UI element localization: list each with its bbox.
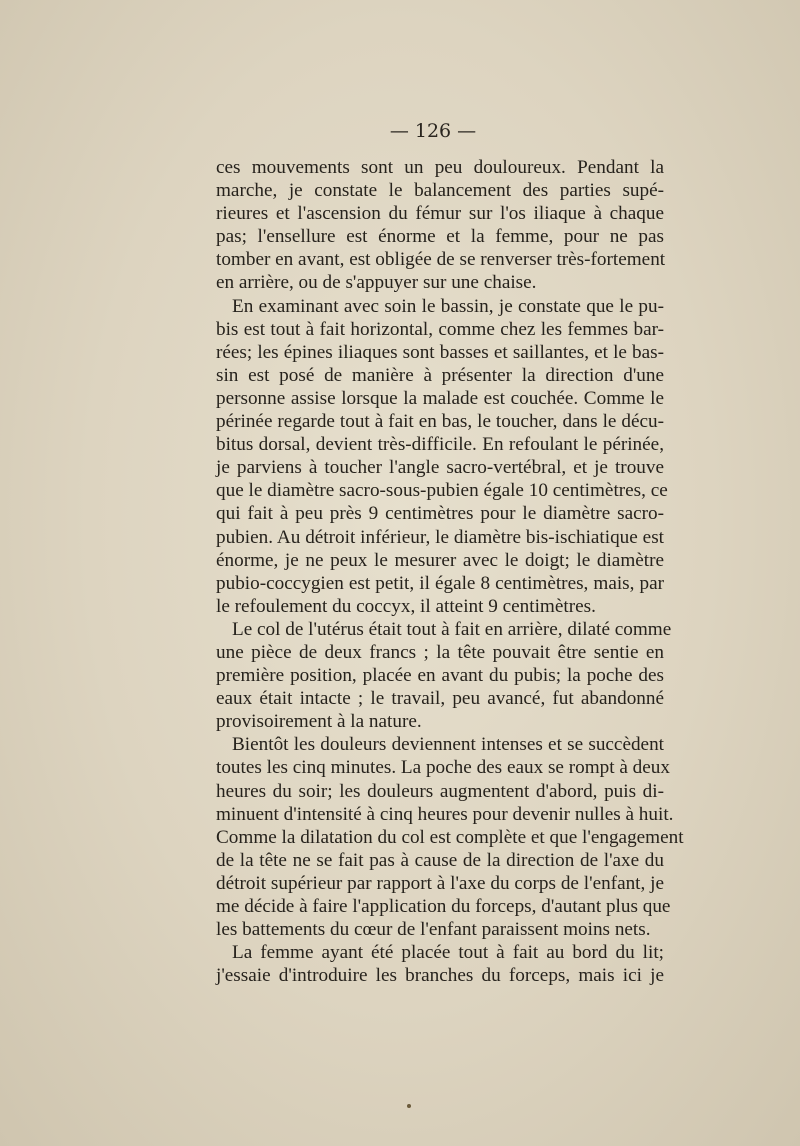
ink-dot [407,1104,411,1108]
page-number: — 126 — [389,120,477,142]
text-line: personne assise lorsque la malade est couchée. Comme le [216,387,664,409]
text-line: provisoirement à la nature. [216,711,422,733]
text-line: de la tête ne se fait pas à cause de la direction de l'axe du [216,849,664,871]
text-line: me décide à faire l'application du forceps, d'autant plus que [216,896,671,917]
text-line: les battements du cœur de l'enfant paraissent moins nets. [216,919,651,941]
text-line: en arrière, ou de s'appuyer sur une chaise. [216,272,537,294]
text-line: minuent d'intensité à cinq heures pour devenir nulles à huit. [216,803,674,825]
text-line: pubien. Au détroit inférieur, le diamètre bis-ischiatique est [216,526,664,548]
text-line: j'essaie d'introduire les branches du forceps, mais ici je [216,965,664,987]
text-line: eaux était intacte ; le travail, peu avancé, fut abandonné [216,688,664,710]
text-line: bis est tout à fait horizontal, comme chez les femmes bar- [216,318,664,340]
text-line: rées; les épines iliaques sont basses et saillantes, et le bas- [216,341,664,363]
text-line: ces mouvements sont un peu douloureux. Pendant la [216,157,664,178]
text-line: tomber en avant, est obligée de se renverser très-fortement [216,249,666,271]
text-line: rieures et l'ascension du fémur sur l'os iliaque à chaque [216,203,664,225]
text-line: une pièce de deux francs ; la tête pouvait être sentie en [216,641,664,663]
text-line: pas; l'ensellure est énorme et la femme, pour ne pas [216,226,664,248]
text-line: périnée regarde tout à fait en bas, le toucher, dans le décu- [216,411,664,433]
text-line: je parviens à toucher l'angle sacro-vertébral, et je trouve [216,457,664,479]
text-line: Comme la dilatation du col est complète et que l'engagement [216,826,684,848]
text-line: toutes les cinq minutes. La poche des eaux se rompt à deux [216,757,670,779]
text-line: heures du soir; les douleurs augmentent d'abord, puis di- [216,780,664,802]
text-line: première position, placée en avant du pubis; la poche des [216,665,664,687]
body-text [216,156,684,987]
text-line: bitus dorsal, devient très-difficile. En refoulant le périnée, [216,434,664,456]
text-line: sin est posé de manière à présenter la direction d'une [216,364,664,386]
text-line: Bientôt les douleurs deviennent intenses et se succèdent [232,734,664,756]
text-line: énorme, je ne peux le mesurer avec le doigt; le diamètre [216,549,664,571]
text-line: marche, je constate le balancement des parties supé- [216,180,664,202]
text-line: En examinant avec soin le bassin, je constate que le pu- [232,295,664,317]
text-line: Le col de l'utérus était tout à fait en arrière, dilaté comme [232,618,672,640]
text-line: que le diamètre sacro-sous-pubien égale 10 centimètres, ce [216,480,668,502]
text-line: pubio-coccygien est petit, il égale 8 centimètres, mais, par [216,572,664,594]
text-line: qui fait à peu près 9 centimètres pour le diamètre sacro- [216,503,664,525]
text-line: détroit supérieur par rapport à l'axe du corps de l'enfant, je [216,872,664,894]
text-line: La femme ayant été placée tout à fait au bord du lit; [232,942,664,964]
text-line: le refoulement du coccyx, il atteint 9 centimètres. [216,595,596,617]
